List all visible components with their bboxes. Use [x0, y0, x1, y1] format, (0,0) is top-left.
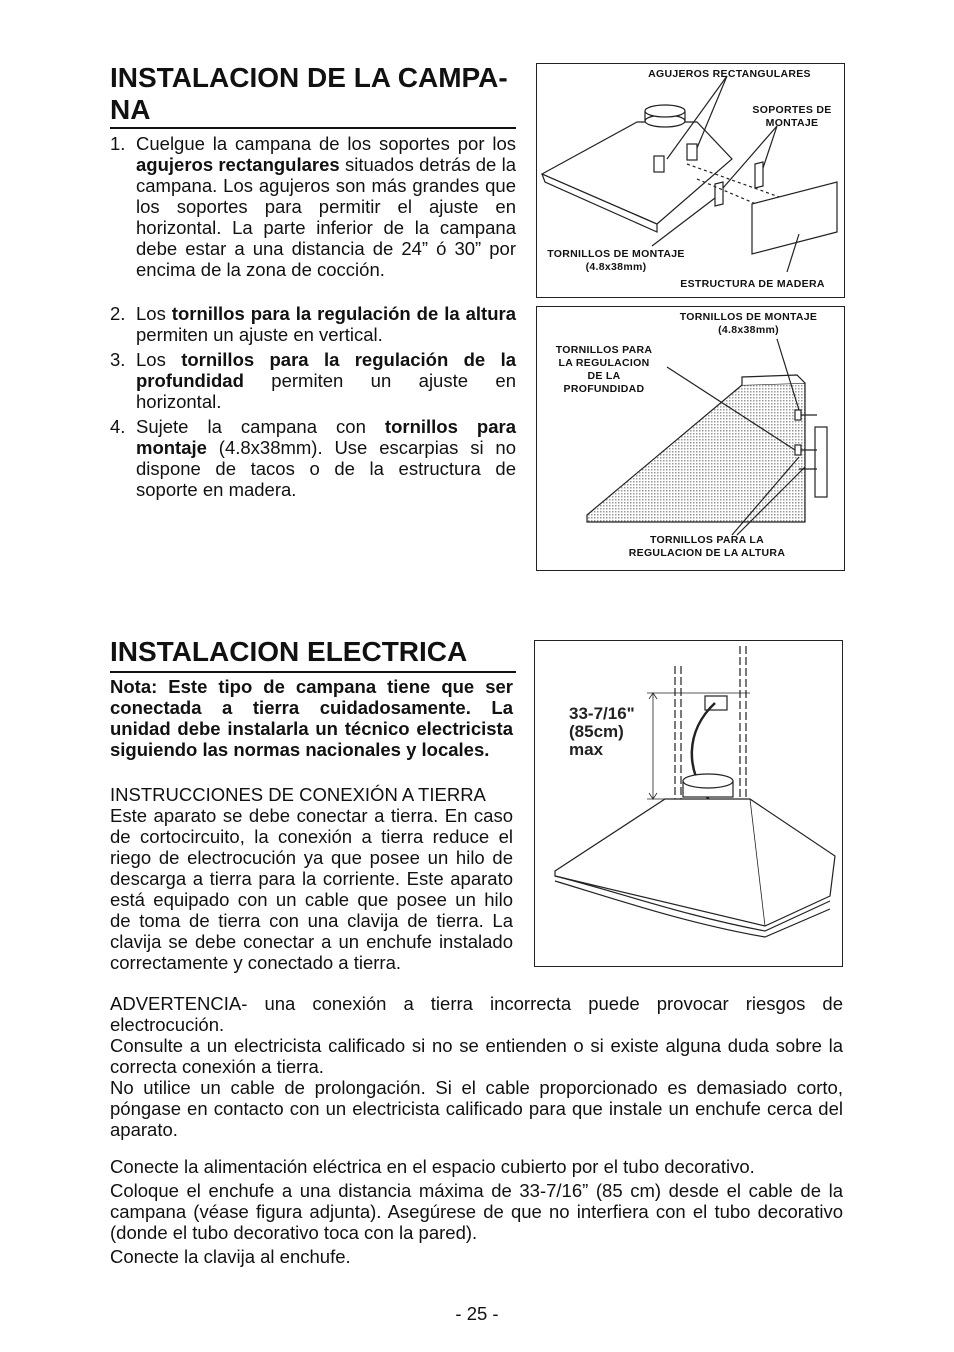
section-title-electrical: INSTALACION ELECTRICA [110, 636, 468, 667]
label-mounting-brackets: SOPORTES DE MONTAJE [752, 104, 832, 129]
no-extension-paragraph: No utilice un cable de prolongación. Si el cable proporcionado es demasiado corto, póngase en contacto con un electricista calificado para que instale un enchufe cerca del aparato. [110, 1077, 843, 1140]
label-rectangular-holes: AGUJEROS RECTANGULARES [648, 68, 811, 80]
title-underline [110, 127, 516, 129]
label-wood-structure: ESTRUCTURA DE MADERA [680, 278, 825, 290]
page-number: - 25 - [455, 1303, 499, 1324]
grounding-note: Nota: Este tipo de campana tiene que ser conectada a tierra cuidadosamente. La unidad debe instalarla un técnico electricista siguiendo las normas nacionales y locales. [110, 676, 513, 760]
hood-outlet-illustration [535, 641, 842, 966]
warning-paragraph: ADVERTENCIA- una conexión a tierra incorrecta puede provocar riesgos de electrocución. [110, 993, 843, 1035]
grounding-instructions-heading: INSTRUCCIONES DE CONEXIÓN A TIERRA [110, 784, 486, 805]
place-plug-paragraph: Coloque el enchufe a una distancia máxima de 33-7/16” (85 cm) desde el cable de la campana (véase figura adjunta). Asegúrese de que no interfiera con el tubo decorativo (donde el tubo decorativo toca con la pared). [110, 1180, 843, 1243]
figure-hood-side-adjustment [536, 306, 845, 571]
list-item: 2. Los tornillos para la regulación de la altura permiten un ajuste en vertical. [110, 303, 516, 345]
section-title-installation [110, 62, 508, 126]
list-item: 4. Sujete la campana con tornillos para montaje (4.8x38mm). Use escarpias si no dispone de tacos o de la estructura de soporte en madera. [110, 416, 516, 500]
list-item: 3. Los tornillos para la regulación de la profundidad permiten un ajuste en horizontal. [110, 349, 516, 412]
connect-power-paragraph: Conecte la alimentación eléctrica en el espacio cubierto por el tubo decorativo. [110, 1156, 755, 1177]
figure-hood-brackets [536, 63, 845, 298]
title-underline [110, 671, 516, 673]
distance-label: 33-7/16" (85cm) max [569, 704, 635, 759]
label-depth-screws: TORNILLOS PARA LA REGULACION DE LA PROFUNDIDAD [555, 344, 653, 395]
grounding-instructions-body: Este aparato se debe conectar a tierra. En caso de cortocircuito, la conexión a tierra reduce el riego de electrocución ya que posee un hilo de descarga a tierra para la corriente. Este aparato está equipado con un cable que posee un hilo de toma de tierra con una clavija de tierra. La clavija se debe conectar a un enchufe instalado correctamente y conectado a tierra. [110, 805, 513, 973]
consult-paragraph: Consulte a un electricista calificado si no se entienden o si existe alguna duda sobre la correcta conexión a tierra. [110, 1035, 843, 1077]
label-mount-screws: TORNILLOS DE MONTAJE (4.8x38mm) [679, 311, 818, 336]
title-line-2: NA [110, 94, 151, 125]
title-line-1: INSTALACION DE LA CAMPA- [110, 62, 508, 93]
figure-hood-outlet-distance [534, 640, 843, 967]
connect-plug-paragraph: Conecte la clavija al enchufe. [110, 1246, 351, 1267]
label-mounting-screws: TORNILLOS DE MONTAJE (4.8x38mm) [547, 248, 685, 273]
label-height-screws: TORNILLOS PARA LA REGULACION DE LA ALTURA [628, 534, 786, 559]
list-item: 1. Cuelgue la campana de los soportes por los agujeros rectangulares situados detrás de la campana. Los agujeros son más grandes que los soportes para permitir el ajuste en horizontal. La parte inferior de la campana debe estar a una distancia de 24” ó 30” por encima de la zona de cocción. [110, 133, 516, 280]
